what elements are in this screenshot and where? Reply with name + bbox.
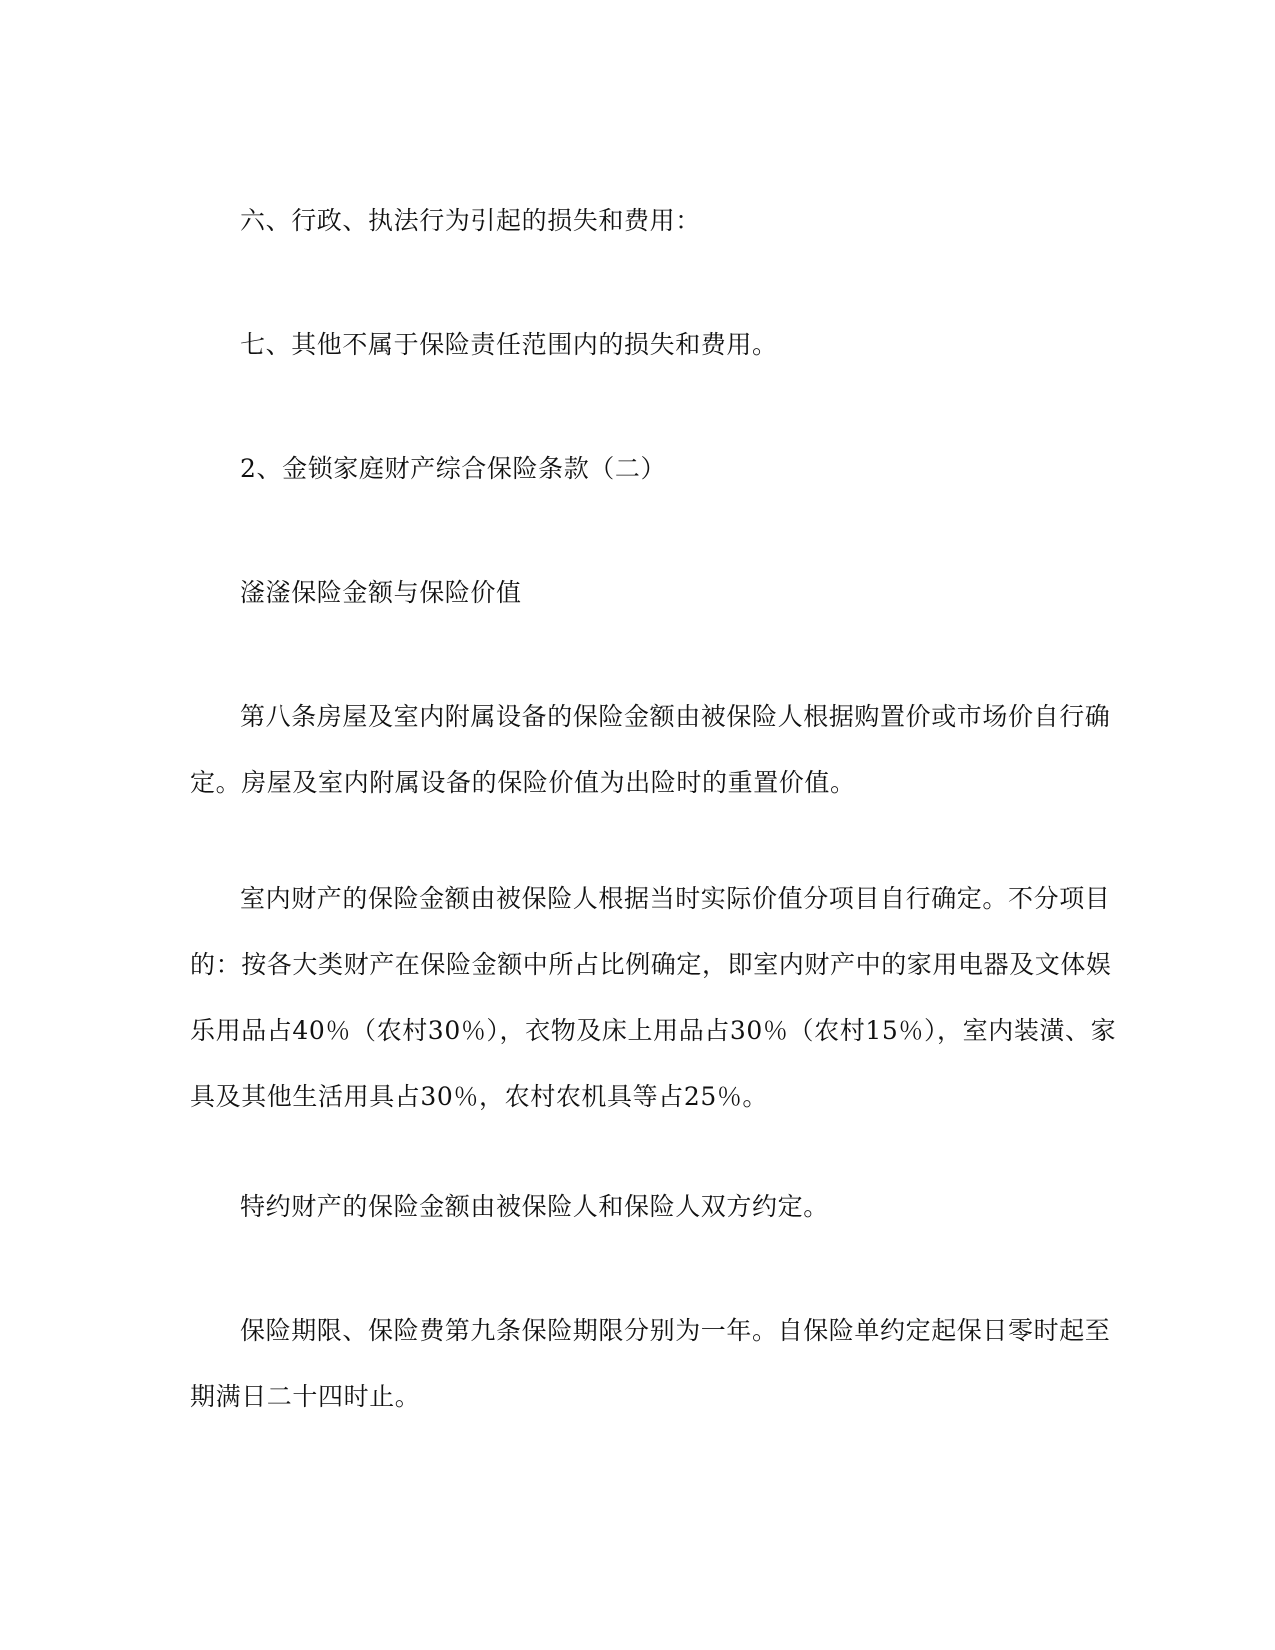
text-line: 特约财产的保险金额由被保险人和保险人双方约定。 — [240, 1192, 829, 1221]
text-line: 乐用品占40％（农村30％），衣物及床上用品占30％（农村15％），室内装潢、家 — [190, 1016, 1117, 1045]
paragraph-article-9 — [190, 1298, 1111, 1430]
text-line: 期满日二十四时止。 — [190, 1382, 421, 1411]
subsection-heading — [190, 560, 1090, 626]
section-heading — [190, 436, 1090, 502]
paragraph-item-6 — [190, 188, 1090, 254]
text-line: 定。房屋及室内附属设备的保险价值为出险时的重置价值。 — [190, 768, 856, 797]
text-line: 六、行政、执法行为引起的损失和费用： — [240, 206, 701, 235]
paragraph-special-property — [190, 1174, 1090, 1240]
paragraph-indoor-property — [190, 866, 1117, 1130]
text-line: 的：按各大类财产在保险金额中所占比例确定，即室内财产中的家用电器及文体娱 — [190, 950, 1112, 979]
paragraph-article-8 — [190, 684, 1111, 816]
paragraph-item-7 — [190, 312, 1090, 378]
text-line: 第八条房屋及室内附属设备的保险金额由被保险人根据购置价或市场价自行确 — [240, 702, 1111, 731]
text-line: 滏滏保险金额与保险价值 — [240, 578, 522, 607]
text-line: 保险期限、保险费第九条保险期限分别为一年。自保险单约定起保日零时起至 — [240, 1316, 1111, 1345]
text-line: 具及其他生活用具占30％，农村农机具等占25％。 — [190, 1082, 769, 1111]
text-line: 2、金锁家庭财产综合保险条款（二） — [240, 454, 667, 483]
text-line: 七、其他不属于保险责任范围内的损失和费用。 — [240, 330, 778, 359]
text-line: 室内财产的保险金额由被保险人根据当时实际价值分项目自行确定。不分项目 — [240, 884, 1111, 913]
